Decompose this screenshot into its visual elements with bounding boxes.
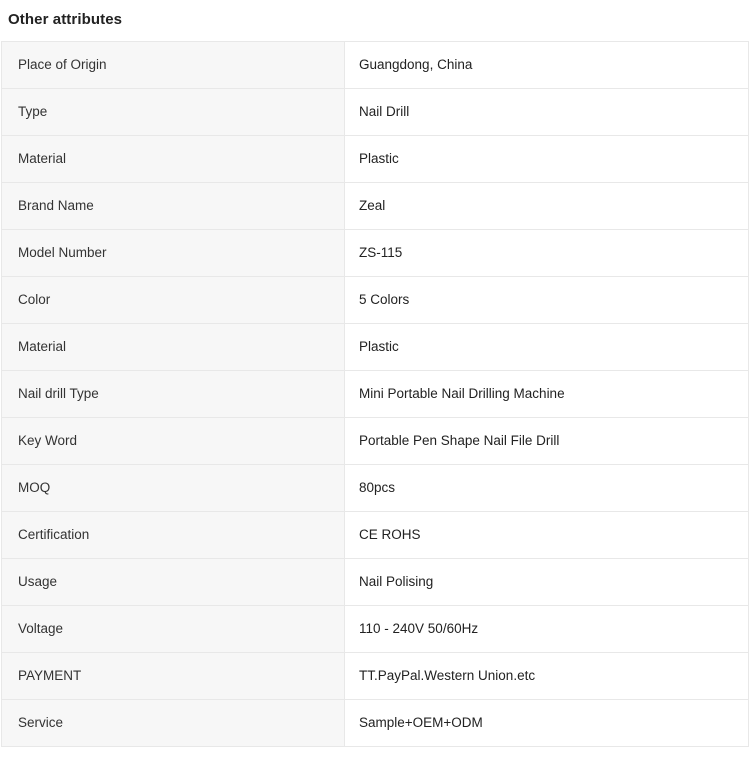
table-row [2, 89, 749, 136]
attribute-name: MOQ [2, 465, 345, 512]
table-row [2, 465, 749, 512]
table-row [2, 606, 749, 653]
table-row [2, 324, 749, 371]
attribute-value: Nail Polising [345, 559, 749, 606]
attributes-table-body [2, 42, 749, 747]
attributes-table [1, 41, 749, 747]
attribute-name: Key Word [2, 418, 345, 465]
attribute-name: Certification [2, 512, 345, 559]
attribute-value: Zeal [345, 183, 749, 230]
attribute-value: Plastic [345, 324, 749, 371]
table-row [2, 183, 749, 230]
attribute-value: 110 - 240V 50/60Hz [345, 606, 749, 653]
table-row [2, 42, 749, 89]
attribute-name: PAYMENT [2, 653, 345, 700]
attribute-value: CE ROHS [345, 512, 749, 559]
attribute-name: Type [2, 89, 345, 136]
table-row [2, 136, 749, 183]
attribute-value: TT.PayPal.Western Union.etc [345, 653, 749, 700]
attribute-value: Portable Pen Shape Nail File Drill [345, 418, 749, 465]
attribute-value: 5 Colors [345, 277, 749, 324]
table-row [2, 559, 749, 606]
table-row [2, 700, 749, 747]
table-row [2, 512, 749, 559]
table-row [2, 277, 749, 324]
attribute-value: Mini Portable Nail Drilling Machine [345, 371, 749, 418]
attribute-value: ZS-115 [345, 230, 749, 277]
attribute-value: 80pcs [345, 465, 749, 512]
table-row [2, 371, 749, 418]
attribute-value: Nail Drill [345, 89, 749, 136]
table-row [2, 230, 749, 277]
attribute-name: Usage [2, 559, 345, 606]
attribute-name: Material [2, 136, 345, 183]
attribute-value: Sample+OEM+ODM [345, 700, 749, 747]
attribute-name: Service [2, 700, 345, 747]
attribute-value: Plastic [345, 136, 749, 183]
attribute-name: Voltage [2, 606, 345, 653]
table-row [2, 418, 749, 465]
attribute-value: Guangdong, China [345, 42, 749, 89]
attribute-name: Model Number [2, 230, 345, 277]
attribute-name: Place of Origin [2, 42, 345, 89]
table-row [2, 653, 749, 700]
attribute-name: Material [2, 324, 345, 371]
attribute-name: Brand Name [2, 183, 345, 230]
page-title: Other attributes [8, 11, 123, 28]
attribute-name: Nail drill Type [2, 371, 345, 418]
attribute-name: Color [2, 277, 345, 324]
